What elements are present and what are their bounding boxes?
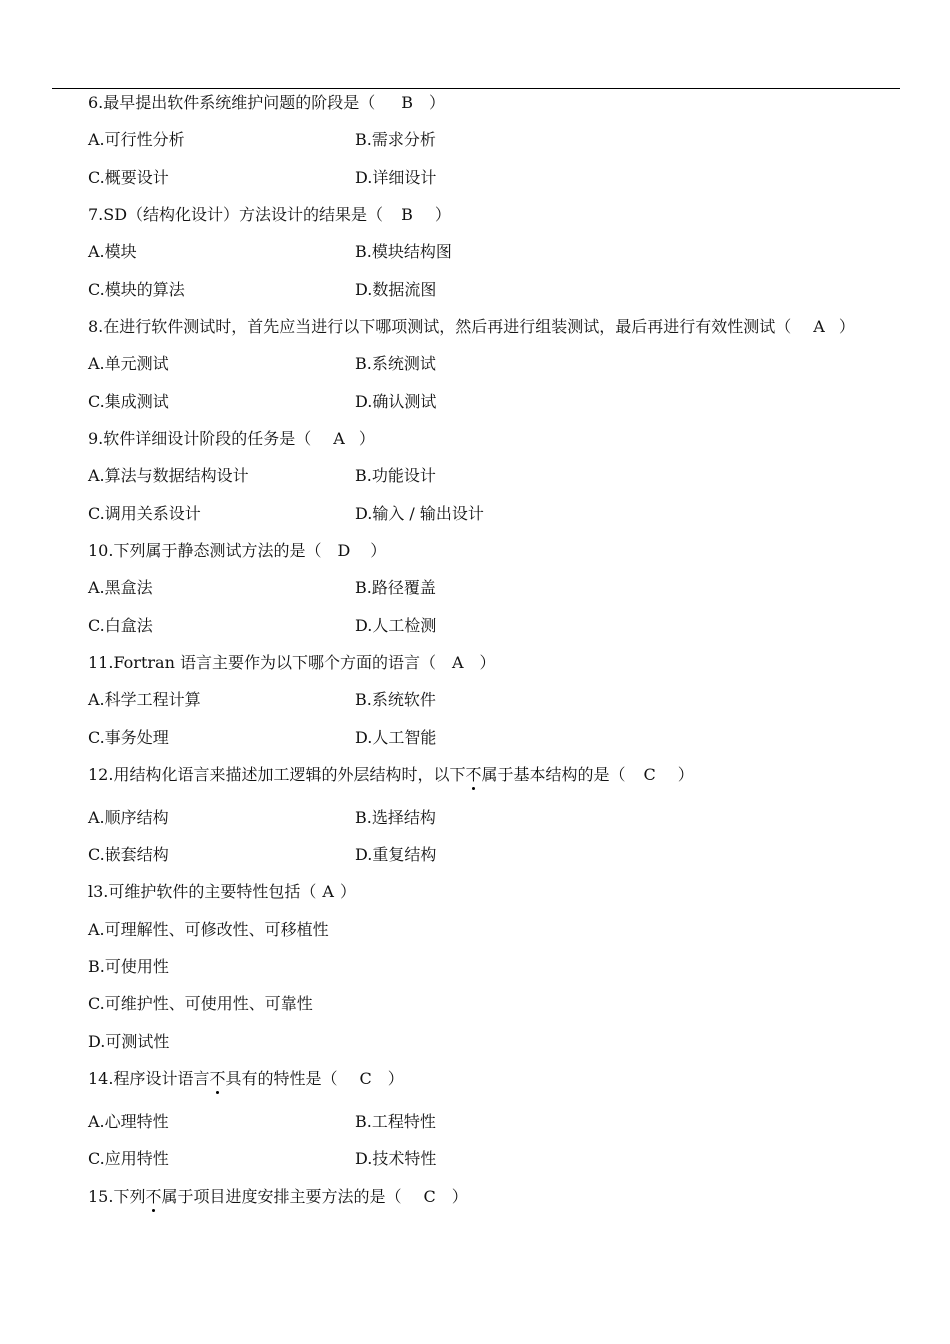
option-d: D.数据流图 — [355, 280, 437, 299]
option-c: C.事务处理 — [88, 728, 169, 747]
close-paren: ） — [370, 541, 387, 560]
option-d: D.可测试性 — [88, 1032, 170, 1051]
option-a: A.心理特性 — [88, 1112, 169, 1131]
answer: A — [333, 429, 345, 448]
option-b: B.需求分析 — [355, 130, 436, 149]
question-text: 11.Fortran 语言主要作为以下哪个方面的语言（ — [88, 653, 436, 672]
close-paren: ） — [677, 765, 694, 784]
option-b: B.工程特性 — [355, 1112, 436, 1131]
question-12 — [88, 765, 694, 785]
option-c: C.应用特性 — [88, 1149, 169, 1168]
option-d: D.输入 / 输出设计 — [355, 504, 484, 523]
question-13 — [88, 882, 356, 902]
option-b: B.系统软件 — [355, 690, 436, 709]
option-b: B.选择结构 — [355, 808, 436, 827]
option-c: C.概要设计 — [88, 168, 169, 187]
option-a: A.可行性分析 — [88, 130, 185, 149]
question-9 — [88, 429, 375, 449]
emphasis-not: 不 — [145, 1187, 162, 1206]
answer: C — [359, 1069, 372, 1088]
question-text: 8.在进行软件测试时，首先应当进行以下哪项测试，然后再进行组装测试，最后再进行有效性测试（ — [88, 317, 792, 336]
close-paren: ） — [434, 205, 451, 224]
option-a: A.顺序结构 — [88, 808, 169, 827]
question-text-continued: 具有的特性是（ — [225, 1069, 338, 1088]
close-paren: ） — [479, 653, 496, 672]
close-paren: ） — [451, 1187, 468, 1206]
answer: C — [643, 765, 656, 784]
option-a: A.模块 — [88, 242, 137, 261]
option-d: D.人工智能 — [355, 728, 437, 747]
option-a: A.单元测试 — [88, 354, 169, 373]
emphasis-not: 不 — [465, 765, 482, 784]
option-b: B.功能设计 — [355, 466, 436, 485]
question-text: 12.用结构化语言来描述加工逻辑的外层结构时，以下 — [88, 765, 466, 784]
option-b: B.路径覆盖 — [355, 578, 436, 597]
option-c: C.嵌套结构 — [88, 845, 169, 864]
option-d: D.技术特性 — [355, 1149, 437, 1168]
option-a: A.黑盒法 — [88, 578, 153, 597]
close-paren: ） — [358, 429, 375, 448]
option-a: A.算法与数据结构设计 — [88, 466, 249, 485]
question-10 — [88, 541, 386, 561]
close-paren: ） — [838, 317, 855, 336]
option-c: C.调用关系设计 — [88, 504, 201, 523]
option-a: A.可理解性、可修改性、可移植性 — [88, 920, 329, 939]
close-paren: ） — [387, 1069, 404, 1088]
question-15 — [88, 1187, 468, 1207]
question-text-continued: 属于基本结构的是（ — [481, 765, 626, 784]
question-text: l3.可维护软件的主要特性包括（ — [88, 882, 317, 901]
answer: B — [401, 205, 413, 224]
option-c: C.集成测试 — [88, 392, 169, 411]
answer: A — [322, 882, 334, 901]
answer: A — [451, 653, 464, 672]
option-d: D.重复结构 — [355, 845, 437, 864]
question-6 — [88, 93, 445, 113]
option-d: D.详细设计 — [355, 168, 437, 187]
close-paren: ） — [339, 882, 356, 901]
option-b: B.模块结构图 — [355, 242, 452, 261]
close-paren: ） — [429, 93, 446, 112]
option-c: C.模块的算法 — [88, 280, 185, 299]
option-b: B.系统测试 — [355, 354, 436, 373]
question-text: 6.最早提出软件系统维护问题的阶段是（ — [88, 93, 376, 112]
option-b: B.可使用性 — [88, 957, 169, 976]
question-text: 7.SD（结构化设计）方法设计的结果是（ — [88, 205, 384, 224]
question-text-continued: 属于项目进度安排主要方法的是（ — [161, 1187, 402, 1206]
answer: D — [337, 541, 351, 560]
question-text: 9.软件详细设计阶段的任务是（ — [88, 429, 312, 448]
question-11 — [88, 653, 496, 673]
question-8 — [88, 317, 855, 337]
option-d: D.确认测试 — [355, 392, 437, 411]
header-rule — [52, 88, 900, 89]
question-text: 10.下列属于静态测试方法的是（ — [88, 541, 322, 560]
option-a: A.科学工程计算 — [88, 690, 201, 709]
answer: C — [423, 1187, 436, 1206]
emphasis-not: 不 — [209, 1069, 226, 1088]
question-7 — [88, 205, 451, 225]
option-c: C.白盒法 — [88, 616, 153, 635]
answer: B — [401, 93, 414, 112]
option-c: C.可维护性、可使用性、可靠性 — [88, 994, 313, 1013]
question-14 — [88, 1069, 404, 1089]
option-d: D.人工检测 — [355, 616, 437, 635]
question-text: 14.程序设计语言 — [88, 1069, 210, 1088]
answer: A — [813, 317, 825, 336]
question-text: 15.下列 — [88, 1187, 146, 1206]
